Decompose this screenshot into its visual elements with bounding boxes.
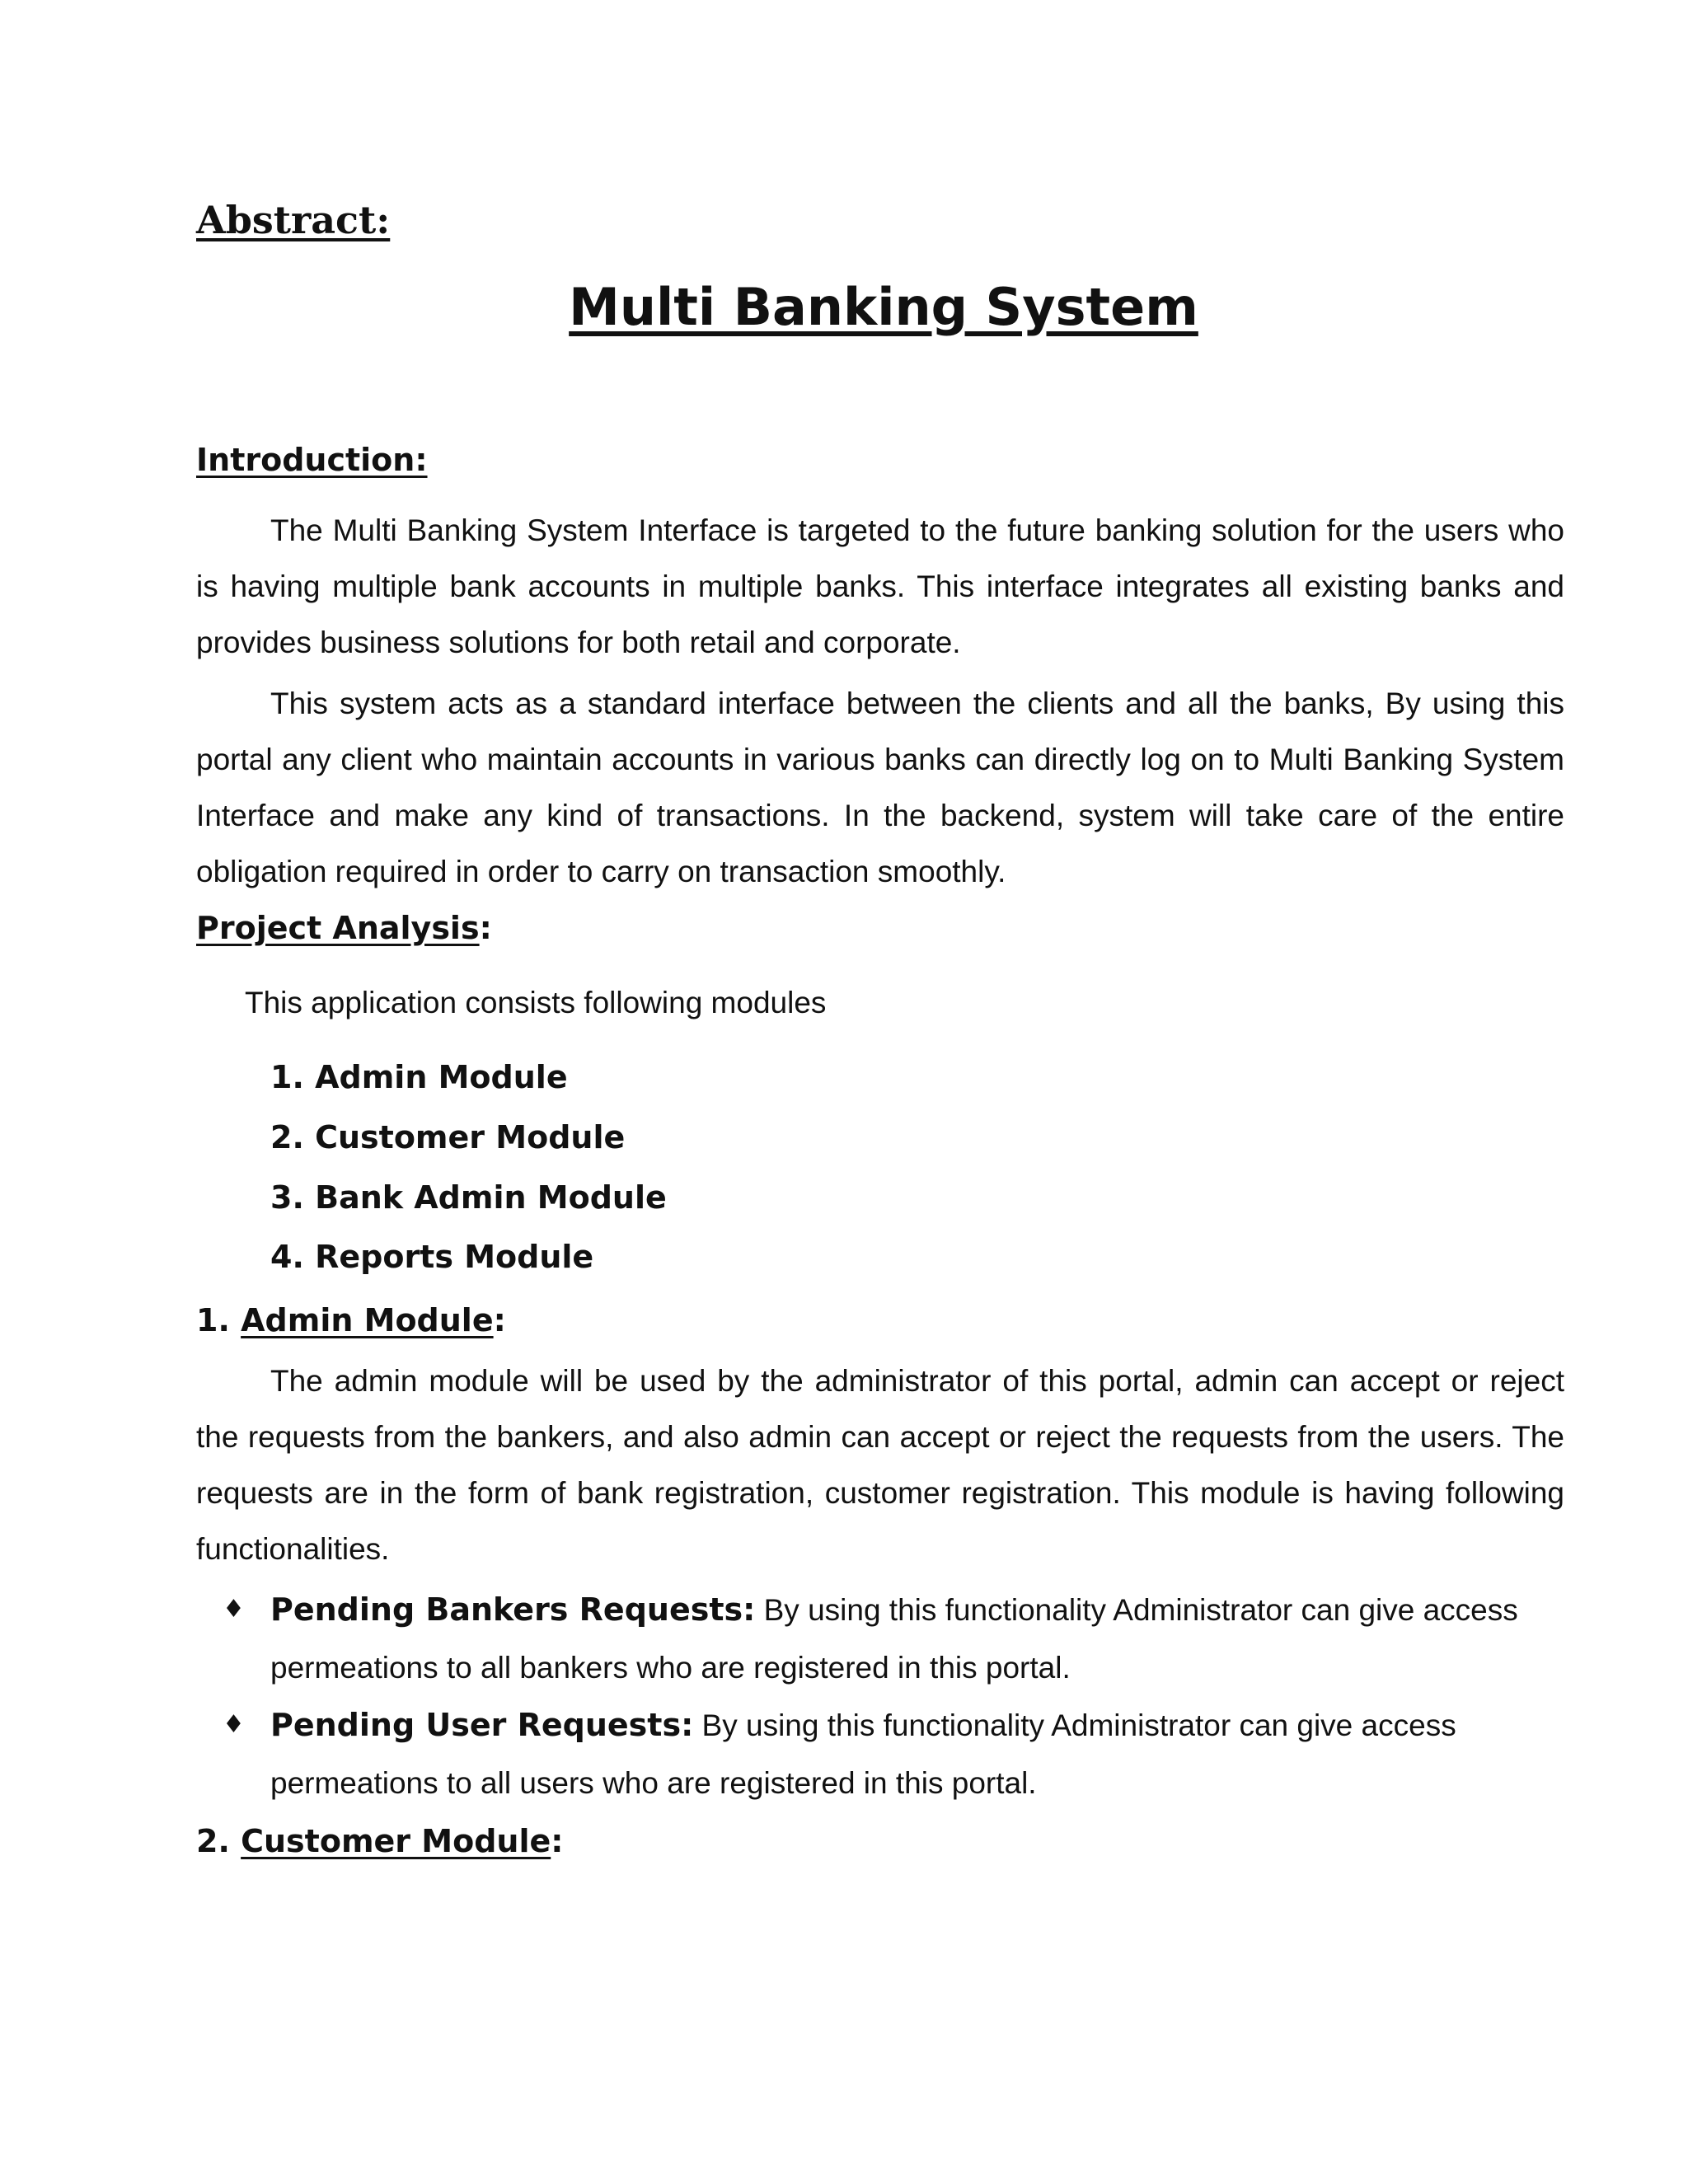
introduction-paragraph-2: This system acts as a standard interface between the clients and all the banks, By using this portal any client who maintain accounts in various banks can directly log on to Multi Banking System Interface and make any kind of transactions. In the backend, system will take care of the entire obligation required in order to carry on transaction smoothly.	[196, 687, 1564, 888]
module-list-item: 1. Admin Module	[270, 1059, 568, 1095]
module-list-item: 3. Bank Admin Module	[270, 1179, 667, 1216]
diamond-bullet-icon: ♦	[223, 1595, 245, 1624]
customer-module-number: 2.	[196, 1823, 241, 1859]
bullet-text	[270, 1696, 1573, 1812]
admin-module-colon: :	[493, 1302, 506, 1338]
customer-module-heading-text: Customer Module	[241, 1823, 551, 1859]
bullet-term: Pending User Requests:	[270, 1707, 694, 1743]
project-analysis-heading-text: Project Analysis	[196, 910, 480, 946]
admin-module-heading-text: Admin Module	[241, 1302, 494, 1338]
abstract-heading: Abstract:	[196, 198, 391, 242]
document-title: Multi Banking System	[569, 277, 1198, 337]
admin-module-heading	[196, 1302, 506, 1338]
module-list-item: 4. Reports Module	[270, 1239, 594, 1275]
customer-module-colon: :	[551, 1823, 564, 1859]
bullet-text	[270, 1581, 1573, 1697]
bullet-description: By using this functionality Administrator can give access permeations to all bankers who are registered in this portal.	[270, 1593, 1518, 1685]
diamond-bullet-icon: ♦	[223, 1710, 245, 1739]
bullet-term: Pending Bankers Requests:	[270, 1591, 756, 1628]
bullet-item	[223, 1581, 1574, 1696]
admin-module-paragraph: The admin module will be used by the administrator of this portal, admin can accept or reject the requests from the bankers, and also admin can accept or reject the requests from the users. The requests are in the form of bank registration, customer registration. This module is having following functionalities.	[196, 1364, 1564, 1566]
customer-module-heading	[196, 1823, 563, 1859]
introduction-paragraph-1: The Multi Banking System Interface is targeted to the future banking solution for the users who is having multiple bank accounts in multiple banks. This interface integrates all existing banks and provides business solutions for both retail and corporate.	[196, 513, 1564, 659]
admin-module-number: 1.	[196, 1302, 241, 1338]
project-analysis-colon: :	[479, 910, 492, 946]
bullet-description: By using this functionality Administrator can give access permeations to all users who are registered in this portal.	[270, 1708, 1456, 1800]
bullet-item	[223, 1696, 1574, 1811]
introduction-heading: Introduction:	[196, 442, 428, 478]
project-analysis-heading	[196, 910, 492, 946]
module-list-item: 2. Customer Module	[270, 1119, 626, 1155]
modules-lead-text: This application consists following modules	[245, 986, 827, 1019]
